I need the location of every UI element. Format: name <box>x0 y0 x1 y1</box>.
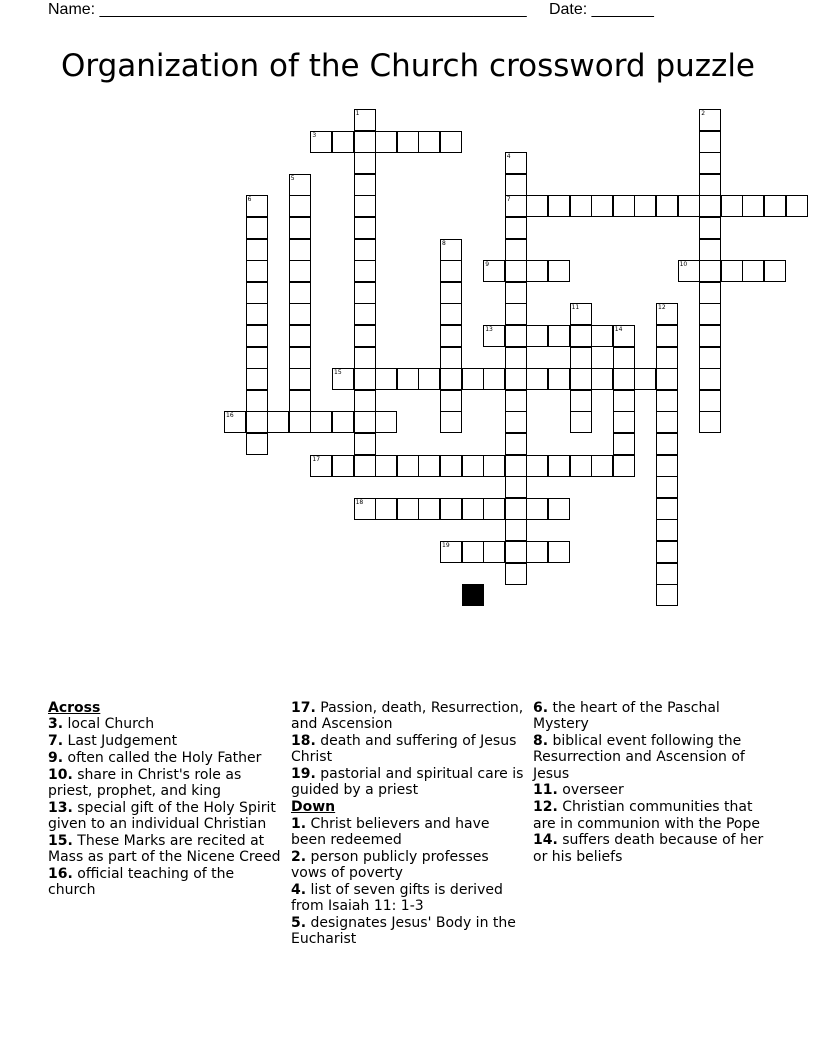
grid-cell[interactable] <box>483 325 505 347</box>
grid-cell[interactable] <box>699 239 721 261</box>
grid-cell[interactable] <box>656 325 678 347</box>
grid-cell[interactable] <box>526 498 548 520</box>
clue-across-10: 10. share in Christ's role as priest, prophet, and king <box>48 766 242 799</box>
grid-cell[interactable] <box>289 282 311 304</box>
grid-cell[interactable] <box>656 195 678 217</box>
grid-cell[interactable] <box>505 541 527 563</box>
grid-cell[interactable] <box>656 563 678 585</box>
grid-cell[interactable] <box>764 260 786 282</box>
grid-cell[interactable] <box>440 541 462 563</box>
grid-cell[interactable] <box>699 195 721 217</box>
grid-cell[interactable] <box>699 303 721 325</box>
grid-cell[interactable] <box>505 476 527 498</box>
grid-cell[interactable] <box>570 455 592 477</box>
grid-cell[interactable] <box>570 347 592 369</box>
grid-cell[interactable] <box>678 260 700 282</box>
grid-cell[interactable] <box>483 541 505 563</box>
grid-cell[interactable] <box>613 390 635 412</box>
clue-number: 2 <box>701 110 706 117</box>
grid-cell[interactable] <box>289 368 311 390</box>
grid-cell[interactable] <box>440 282 462 304</box>
grid-cell[interactable] <box>526 368 548 390</box>
grid-cell[interactable] <box>505 260 527 282</box>
grid-cell[interactable] <box>526 541 548 563</box>
grid-cell[interactable] <box>656 476 678 498</box>
clue-across-16: 16. official teaching of the church <box>48 865 235 899</box>
page-title: Organization of the Church crossword puzzle <box>60 48 756 84</box>
grid-cell[interactable] <box>289 217 311 239</box>
clue-across-18: 18. death and suffering of Jesus Christ <box>291 733 517 766</box>
grid-cell[interactable] <box>332 411 354 433</box>
grid-cell[interactable] <box>332 368 354 390</box>
clue-column-1 <box>48 700 283 899</box>
clue-down-5: 5. designates Jesus' Body in the Eucharist <box>291 914 516 948</box>
grid-cell[interactable] <box>699 109 721 131</box>
grid-cell[interactable] <box>354 152 376 174</box>
grid-cell[interactable] <box>505 217 527 239</box>
grid-cell[interactable] <box>613 325 635 347</box>
clue-number: 4 <box>506 153 511 161</box>
grid-cell[interactable] <box>289 260 311 282</box>
grid-cell[interactable] <box>570 195 592 217</box>
clue-number: 11 <box>571 304 580 312</box>
grid-cell[interactable] <box>699 347 721 369</box>
clue-down-14: 14. suffers death because of her or his beliefs <box>533 832 764 865</box>
grid-cell[interactable] <box>354 239 376 261</box>
grid-cell[interactable] <box>354 411 376 433</box>
grid-cell[interactable] <box>375 498 397 520</box>
grid-cell[interactable] <box>505 519 527 541</box>
grid-cell[interactable] <box>699 217 721 239</box>
grid-cell[interactable] <box>354 455 376 477</box>
grid-cell[interactable] <box>548 195 570 217</box>
grid-cell[interactable] <box>656 455 678 477</box>
clue-across-15: 15. These Marks are recited at Mass as part of the Nicene Creed <box>48 832 281 866</box>
grid-cell[interactable] <box>656 347 678 369</box>
grid-cell[interactable] <box>289 195 311 217</box>
clue-number: 13 <box>485 326 493 333</box>
grid-cell[interactable] <box>548 498 570 520</box>
clue-number: 18 <box>355 498 364 506</box>
grid-cell[interactable] <box>505 390 527 412</box>
grid-cell[interactable] <box>354 109 376 131</box>
grid-cell[interactable] <box>418 498 440 520</box>
grid-cell[interactable] <box>742 195 764 217</box>
grid-cell[interactable] <box>656 519 678 541</box>
grid-cell[interactable] <box>354 303 376 325</box>
grid-cell[interactable] <box>462 368 484 390</box>
grid-cell[interactable] <box>613 195 635 217</box>
grid-cell[interactable] <box>310 131 332 153</box>
grid-cell[interactable] <box>246 239 268 261</box>
clue-across-3: 3. local Church <box>48 716 155 733</box>
grid-cell[interactable] <box>742 260 764 282</box>
grid-cell[interactable] <box>699 282 721 304</box>
grid-cell[interactable] <box>548 541 570 563</box>
grid-cell[interactable] <box>505 347 527 369</box>
grid-cell[interactable] <box>375 455 397 477</box>
clue-down-4: 4. list of seven gifts is derived from Isaiah 11: 1-3 <box>291 881 503 915</box>
grid-cell[interactable] <box>332 131 354 153</box>
grid-cell[interactable] <box>505 498 527 520</box>
grid-cell[interactable] <box>656 541 678 563</box>
grid-cell[interactable] <box>570 390 592 412</box>
clue-across-17: 17. Passion, death, Resurrection, and Ascension <box>291 700 524 733</box>
grid-cell[interactable] <box>505 563 527 585</box>
grid-cell[interactable] <box>591 195 613 217</box>
black-cell <box>462 584 484 606</box>
grid-cell[interactable] <box>699 411 721 433</box>
grid-cell[interactable] <box>526 325 548 347</box>
grid-cell[interactable] <box>505 174 527 196</box>
grid-cell[interactable] <box>354 195 376 217</box>
grid-cell[interactable] <box>526 260 548 282</box>
grid-cell[interactable] <box>526 195 548 217</box>
grid-cell[interactable] <box>526 455 548 477</box>
name-label: Name: <box>48 1 96 18</box>
grid-cell[interactable] <box>354 174 376 196</box>
grid-cell[interactable] <box>656 498 678 520</box>
clue-number: 7 <box>506 196 511 204</box>
clue-column-3 <box>533 700 773 865</box>
down-heading: Down <box>291 799 336 816</box>
grid-cell[interactable] <box>246 325 268 347</box>
grid-cell[interactable] <box>354 260 376 282</box>
clue-number: 5 <box>290 174 295 182</box>
clue-number: 1 <box>355 110 360 117</box>
grid-cell[interactable] <box>289 303 311 325</box>
grid-cell[interactable] <box>375 411 397 433</box>
grid-cell[interactable] <box>224 411 246 433</box>
grid-cell[interactable] <box>289 239 311 261</box>
grid-cell[interactable] <box>699 368 721 390</box>
grid-cell[interactable] <box>246 368 268 390</box>
grid-cell[interactable] <box>570 368 592 390</box>
grid-cell[interactable] <box>699 131 721 153</box>
grid-cell[interactable] <box>634 368 656 390</box>
grid-cell[interactable] <box>699 260 721 282</box>
clue-down-6: 6. the heart of the Paschal Mystery <box>533 700 720 733</box>
grid-cell[interactable] <box>678 195 700 217</box>
name-blank[interactable]: ________________________________________________ <box>99 1 527 18</box>
grid-cell[interactable] <box>505 433 527 455</box>
grid-cell[interactable] <box>354 433 376 455</box>
grid-cell[interactable] <box>656 584 678 606</box>
grid-cell[interactable] <box>483 498 505 520</box>
grid-cell[interactable] <box>483 260 505 282</box>
grid-cell[interactable] <box>591 368 613 390</box>
grid-cell[interactable] <box>289 390 311 412</box>
grid-cell[interactable] <box>332 455 354 477</box>
clue-across-19: 19. pastorial and spiritual care is guided by a priest <box>291 766 524 799</box>
clue-down-12: 12. Christian communities that are in communion with the Pope <box>533 799 760 832</box>
grid-cell[interactable] <box>613 368 635 390</box>
grid-cell[interactable] <box>483 368 505 390</box>
grid-cell[interactable] <box>786 195 808 217</box>
clue-number: 6 <box>247 196 252 204</box>
grid-cell[interactable] <box>570 325 592 347</box>
grid-cell[interactable] <box>570 303 592 325</box>
grid-cell[interactable] <box>354 325 376 347</box>
grid-cell[interactable] <box>375 368 397 390</box>
grid-cell[interactable] <box>354 347 376 369</box>
grid-cell[interactable] <box>354 498 376 520</box>
clue-down-1: 1. Christ believers and have been redeemed <box>291 815 490 848</box>
grid-cell[interactable] <box>613 411 635 433</box>
across-heading: Across <box>48 700 101 716</box>
grid-cell[interactable] <box>397 131 419 153</box>
grid-cell[interactable] <box>613 433 635 455</box>
grid-cell[interactable] <box>483 455 505 477</box>
grid-cell[interactable] <box>548 368 570 390</box>
clue-down-8: 8. biblical event following the Resurrection and Ascension of Jesus <box>533 733 745 782</box>
grid-cell[interactable] <box>591 325 613 347</box>
grid-cell[interactable] <box>440 303 462 325</box>
grid-cell[interactable] <box>246 195 268 217</box>
grid-cell[interactable] <box>591 455 613 477</box>
grid-cell[interactable] <box>440 347 462 369</box>
grid-cell[interactable] <box>699 152 721 174</box>
grid-cell[interactable] <box>267 411 289 433</box>
grid-cell[interactable] <box>375 131 397 153</box>
grid-cell[interactable] <box>548 260 570 282</box>
grid-cell[interactable] <box>289 347 311 369</box>
grid-cell[interactable] <box>721 195 743 217</box>
grid-cell[interactable] <box>570 411 592 433</box>
grid-cell[interactable] <box>289 411 311 433</box>
grid-cell[interactable] <box>613 347 635 369</box>
grid-cell[interactable] <box>656 368 678 390</box>
grid-cell[interactable] <box>505 195 527 217</box>
grid-cell[interactable] <box>656 303 678 325</box>
clue-number: 14 <box>614 326 623 333</box>
grid-cell[interactable] <box>548 325 570 347</box>
grid-cell[interactable] <box>462 541 484 563</box>
grid-cell[interactable] <box>397 455 419 477</box>
grid-cell[interactable] <box>721 260 743 282</box>
clue-down-2: 2. person publicly professes vows of poverty <box>291 848 489 881</box>
grid-cell[interactable] <box>440 325 462 347</box>
clue-number: 8 <box>442 239 446 247</box>
grid-cell[interactable] <box>246 347 268 369</box>
grid-cell[interactable] <box>440 498 462 520</box>
clue-number: 9 <box>485 261 490 269</box>
grid-cell[interactable] <box>418 131 440 153</box>
clue-number: 19 <box>442 542 450 549</box>
grid-cell[interactable] <box>699 174 721 196</box>
grid-cell[interactable] <box>354 282 376 304</box>
grid-cell[interactable] <box>246 217 268 239</box>
grid-cell[interactable] <box>440 131 462 153</box>
grid-cell[interactable] <box>354 368 376 390</box>
grid-cell[interactable] <box>764 195 786 217</box>
grid-cell[interactable] <box>656 390 678 412</box>
grid-cell[interactable] <box>310 411 332 433</box>
grid-cell[interactable] <box>246 303 268 325</box>
grid-cell[interactable] <box>354 131 376 153</box>
grid-cell[interactable] <box>354 217 376 239</box>
clue-number: 16 <box>226 412 234 420</box>
grid-cell[interactable] <box>656 411 678 433</box>
grid-cell[interactable] <box>310 455 332 477</box>
grid-cell[interactable] <box>699 390 721 412</box>
clue-across-9: 9. often called the Holy Father <box>48 749 262 766</box>
grid-cell[interactable] <box>246 260 268 282</box>
grid-cell[interactable] <box>289 325 311 347</box>
grid-cell[interactable] <box>505 455 527 477</box>
grid-cell[interactable] <box>246 411 268 433</box>
clue-number: 10 <box>679 261 688 269</box>
grid-cell[interactable] <box>246 433 268 455</box>
grid-cell[interactable] <box>440 390 462 412</box>
grid-cell[interactable] <box>440 411 462 433</box>
clue-number: 15 <box>334 369 342 377</box>
grid-cell[interactable] <box>397 498 419 520</box>
clue-number: 12 <box>658 304 666 312</box>
clue-column-2 <box>291 700 526 948</box>
clue-number: 17 <box>312 455 321 463</box>
grid-cell[interactable] <box>462 455 484 477</box>
clue-across-13: 13. special gift of the Holy Spirit given to an individual Christian <box>48 799 276 833</box>
grid-cell[interactable] <box>505 152 527 174</box>
grid-cell[interactable] <box>656 433 678 455</box>
grid-cell[interactable] <box>613 455 635 477</box>
grid-cell[interactable] <box>440 368 462 390</box>
grid-cell[interactable] <box>505 282 527 304</box>
clue-number: 3 <box>312 131 317 139</box>
date-blank[interactable]: _______ <box>591 1 654 18</box>
grid-cell[interactable] <box>289 174 311 196</box>
grid-cell[interactable] <box>418 455 440 477</box>
grid-cell[interactable] <box>440 260 462 282</box>
grid-cell[interactable] <box>397 368 419 390</box>
grid-cell[interactable] <box>440 239 462 261</box>
grid-cell[interactable] <box>634 195 656 217</box>
clue-down-11: 11. overseer <box>533 782 624 799</box>
grid-cell[interactable] <box>354 390 376 412</box>
clue-across-7: 7. Last Judgement <box>48 733 178 750</box>
grid-cell[interactable] <box>246 390 268 412</box>
grid-cell[interactable] <box>505 411 527 433</box>
grid-cell[interactable] <box>440 455 462 477</box>
grid-cell[interactable] <box>505 325 527 347</box>
grid-cell[interactable] <box>505 368 527 390</box>
grid-cell[interactable] <box>505 239 527 261</box>
grid-cell[interactable] <box>548 455 570 477</box>
grid-cell[interactable] <box>418 368 440 390</box>
grid-cell[interactable] <box>699 325 721 347</box>
grid-cell[interactable] <box>246 282 268 304</box>
grid-cell[interactable] <box>505 303 527 325</box>
grid-cell[interactable] <box>462 498 484 520</box>
date-label: Date: <box>548 1 588 18</box>
